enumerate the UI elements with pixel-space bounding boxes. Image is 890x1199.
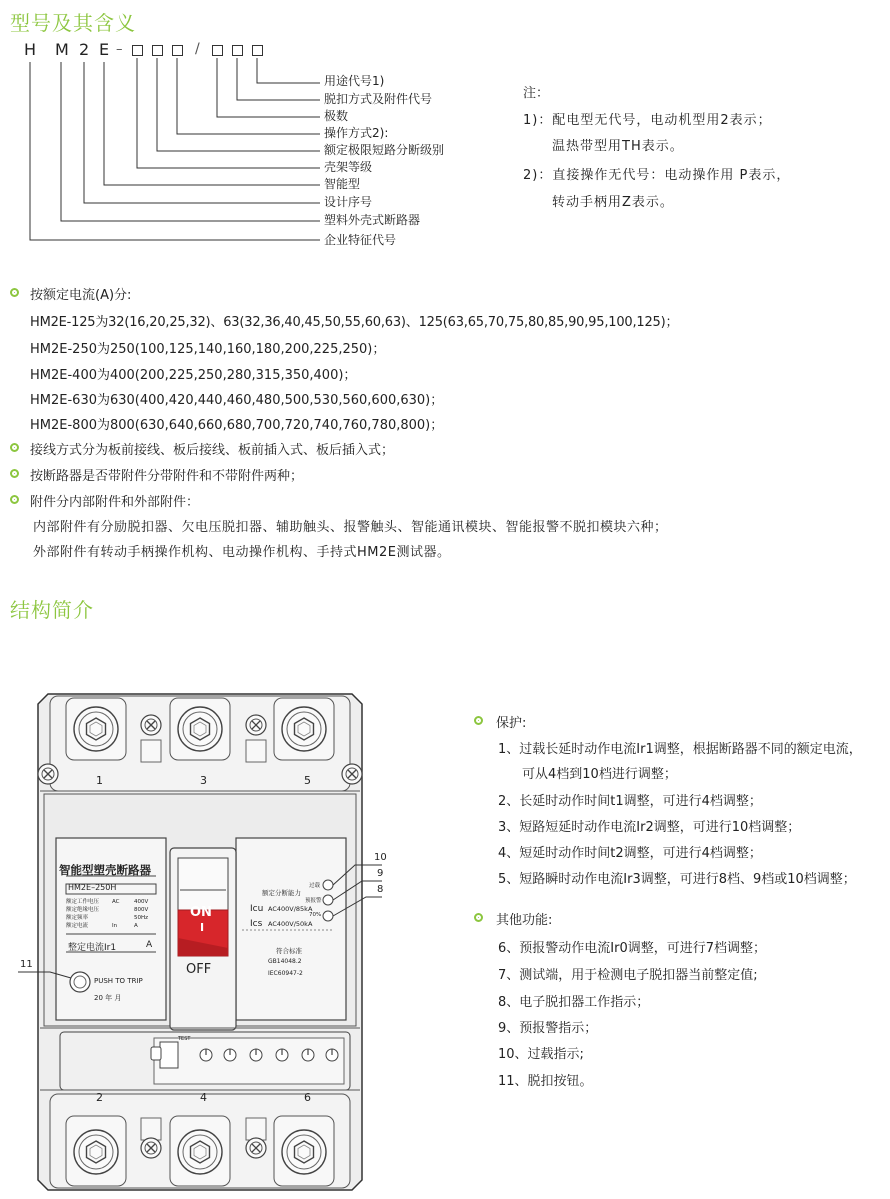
model-heading: 型号及其含义	[10, 11, 136, 35]
meaning-trip-mode: 脱扣方式及附件代号	[324, 92, 433, 106]
prealarm-led-label: 预报警	[305, 898, 322, 904]
callout-11: 11	[20, 959, 33, 970]
protection-item: 4、短延时动作时间t2调整，可进行4档调整；	[498, 846, 762, 861]
current-title: 按额定电流(A)分:	[30, 288, 132, 303]
ics-label: Ics	[250, 919, 263, 929]
other-item: 6、预报警动作电流Ir0调整，可进行7档调整；	[498, 941, 766, 956]
code-char-e: E	[99, 40, 111, 59]
code-char-2: 2	[79, 40, 91, 59]
protection-item: 可从4档到10档进行调整；	[522, 767, 677, 782]
callout-10: 10	[374, 852, 387, 863]
overload-led-label: 过载	[309, 883, 321, 889]
code-char-h: H	[24, 40, 38, 59]
breaker-model: HM2E–250H	[68, 883, 117, 892]
meaning-intelligent: 智能型	[324, 177, 361, 191]
standard-gb: GB14048.2	[268, 958, 302, 965]
note-line: 2)：直接操作无代号：电动操作用 P表示，	[523, 168, 791, 183]
other-item: 10、过载指示;	[498, 1047, 584, 1062]
protection-item: 5、短路瞬时动作电流Ir3调整，可进行8档、9档或10档调整；	[498, 872, 856, 887]
current-line: HM2E-630为630(400,420,440,460,480,500,530,560,600,630)；	[30, 393, 444, 408]
ics-value: AC400V/50kA	[268, 920, 313, 928]
pole-top-1: 1	[96, 774, 103, 787]
standard-title: 符合标准	[276, 947, 302, 955]
protection-item: 3、短路短延时动作电流Ir2调整，可进行10档调整；	[498, 820, 801, 835]
bullet-icon	[10, 288, 19, 297]
current-line: HM2E-800为800(630,640,660,680,700,720,740,760,780,800)；	[30, 418, 444, 433]
manufacture-date-label: 20 年 月	[94, 994, 122, 1002]
note-line: 转动手柄用Z表示。	[552, 195, 674, 210]
wiring-line: 接线方式分为板前接线、板后接线、板前插入式、板后插入式；	[30, 443, 395, 458]
70-percent-led-label: 70%	[309, 912, 322, 918]
off-label: OFF	[186, 962, 212, 977]
callout-8: 8	[377, 884, 384, 895]
other-item: 7、测试端，用于检测电子脱扣器当前整定值;	[498, 968, 758, 983]
meaning-use-code: 用途代号1)	[324, 74, 385, 88]
protection-item: 1、过载长延时动作电流Ir1调整，根据断路器不同的额定电流，	[498, 742, 862, 757]
other-item: 11、脱扣按钮。	[498, 1074, 593, 1089]
code-char-m: M	[55, 40, 70, 59]
other-title: 其他功能:	[496, 913, 553, 928]
icu-value: AC400V/85kA	[268, 905, 313, 913]
notes-title: 注：	[523, 86, 550, 101]
code-slash: /	[195, 41, 200, 57]
note-line: 温热带型用TH表示。	[552, 139, 684, 154]
external-accessories: 外部附件有转动手柄操作机构、电动操作机构、手持式HM2E测试器。	[33, 545, 451, 560]
meaning-operation: 操作方式2):	[324, 126, 389, 140]
bullet-icon	[474, 716, 483, 725]
current-line: HM2E-400为400(200,225,250,280,315,350,400)；	[30, 368, 357, 383]
bullet-icon	[474, 913, 483, 922]
meaning-poles: 极数	[324, 109, 349, 123]
meaning-breaking-class: 额定极限短路分断级别	[324, 143, 445, 157]
on-label: ON	[190, 905, 212, 920]
internal-accessories: 内部附件有分励脱扣器、欠电压脱扣器、辅助触头、报警触头、智能通讯模块、智能报警不脱扣模块六种；	[33, 520, 668, 535]
breaker-illustration	[10, 690, 390, 1195]
breaker-title: 智能型塑壳断路器	[59, 863, 151, 877]
meaning-design-number: 设计序号	[324, 195, 373, 209]
bullet-icon	[10, 469, 19, 478]
current-line: HM2E-125为32(16,20,25,32)、63(32,36,40,45,50,55,60,63)、125(63,65,70,75,80,85,90,95,100,125)；	[30, 315, 679, 330]
pole-bottom-4: 4	[200, 1091, 207, 1104]
setting-current-label: 整定电流Ir1	[68, 943, 117, 953]
breaking-capacity-label: 额定分断能力	[262, 889, 301, 897]
other-item: 9、预报警指示；	[498, 1021, 598, 1036]
callout-9: 9	[377, 868, 384, 879]
pole-top-5: 5	[304, 774, 311, 787]
structure-heading: 结构简介	[10, 598, 94, 622]
pole-bottom-6: 6	[304, 1091, 311, 1104]
bullet-icon	[10, 443, 19, 452]
push-to-trip-label: PUSH TO TRIP	[94, 977, 143, 985]
accessory-title: 附件分内部附件和外部附件：	[30, 495, 200, 510]
setting-current-unit: A	[146, 940, 153, 950]
protection-item: 2、长延时动作时间t1调整，可进行4档调整；	[498, 794, 762, 809]
protection-title: 保护:	[496, 716, 527, 731]
code-dash: –	[116, 42, 123, 57]
current-line: HM2E-250为250(100,125,140,160,180,200,225,250)；	[30, 342, 386, 357]
model-code-leader-lines	[0, 0, 330, 260]
standard-iec: IEC60947-2	[268, 970, 303, 977]
meaning-mccb: 塑料外壳式断路器	[324, 213, 421, 227]
bullet-icon	[10, 495, 19, 504]
icu-label: Icu	[250, 904, 264, 914]
meaning-frame-class: 壳架等级	[324, 160, 373, 174]
on-bar: I	[200, 921, 205, 934]
meaning-company-code: 企业特征代号	[324, 233, 397, 247]
spec-table: 额定工作电压 AC 400V 额定绝缘电压 800V 额定频率 50Hz 额定电流 In A	[66, 899, 149, 929]
note-line: 1)：配电型无代号，电动机型用2表示；	[523, 113, 772, 128]
other-item: 8、电子脱扣器工作指示；	[498, 995, 650, 1010]
test-port-label: TEST	[178, 1036, 191, 1042]
pole-top-3: 3	[200, 774, 207, 787]
pole-bottom-2: 2	[96, 1091, 103, 1104]
accessory-type-line: 按断路器是否带附件分带附件和不带附件两种；	[30, 469, 304, 484]
